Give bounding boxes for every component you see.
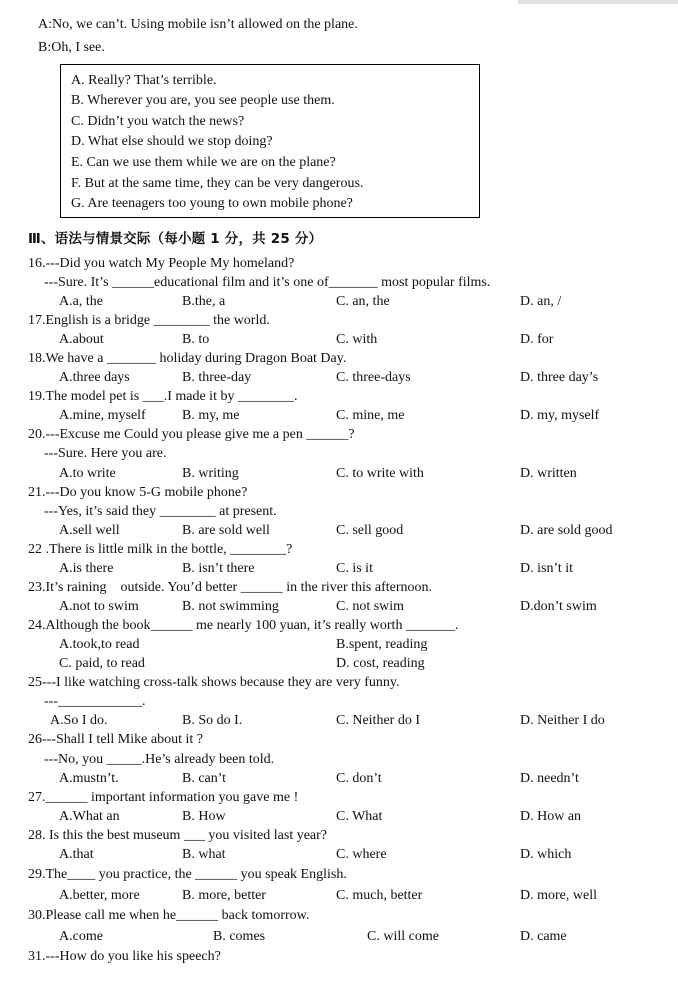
choice-d: D. cost, reading — [336, 656, 425, 671]
option-c: C. Didn’t you watch the news? — [71, 114, 245, 129]
choice-a: A.about — [59, 332, 104, 347]
option-d: D. What else should we stop doing? — [71, 134, 273, 149]
choice-d: D. which — [520, 847, 572, 862]
choice-a: A.mustn’t. — [59, 771, 119, 786]
choice-d: D. isn’t it — [520, 561, 574, 576]
question-stem: 24.Although the book______ me nearly 100 yuan, it’s really worth _______. — [28, 618, 459, 633]
section-title: Ⅲ、语法与情景交际（每小题 1 分，共 25 分） — [28, 231, 323, 247]
choice-c: C. paid, to read — [59, 656, 145, 671]
option-b: B. Wherever you are, you see people use them. — [71, 93, 335, 108]
choice-b: B. not swimming — [182, 599, 279, 614]
question-line: ---Sure. Here you are. — [44, 446, 167, 461]
question-line: ---No, you _____.He’s already been told. — [44, 752, 275, 767]
question-line: ---Sure. It’s ______educational film and it’s one of_______ most popular films. — [44, 275, 491, 290]
option-a: A. Really? That’s terrible. — [71, 73, 217, 88]
choice-d: D. came — [520, 929, 567, 944]
question-line: ---____________. — [44, 694, 146, 709]
choice-a: A.to write — [59, 466, 116, 481]
choice-a: A.mine, myself — [59, 408, 146, 423]
question-stem: 26---Shall I tell Mike about it ? — [28, 732, 203, 747]
choice-d: D. more, well — [520, 888, 597, 903]
choice-c: C. mine, me — [336, 408, 405, 423]
choice-a: A.a, the — [59, 294, 103, 309]
choice-b: B. So do I. — [182, 713, 243, 728]
choice-a: A.is there — [59, 561, 114, 576]
choice-d: D. written — [520, 466, 577, 481]
top-edge-bar — [518, 0, 678, 4]
question-line: ---Yes, it’s said they ________ at present. — [44, 504, 277, 519]
choice-b: B. can’t — [182, 771, 227, 786]
choice-b: B.spent, reading — [336, 637, 428, 652]
choice-d: D. my, myself — [520, 408, 600, 423]
choice-d: D. for — [520, 332, 554, 347]
choice-c: C. with — [336, 332, 378, 347]
choice-c: C. will come — [367, 929, 439, 944]
choice-a: A.better, more — [59, 888, 140, 903]
choice-c: C. to write with — [336, 466, 424, 481]
choice-d: D. an, / — [520, 294, 562, 309]
choice-b: B. my, me — [182, 408, 240, 423]
question-stem: 21.---Do you know 5-G mobile phone? — [28, 485, 248, 500]
question-stem: 27.______ important information you gave me ! — [28, 790, 299, 805]
choice-c: C. sell good — [336, 523, 404, 538]
choice-a: A.come — [59, 929, 103, 944]
choice-d: D. are sold good — [520, 523, 613, 538]
choice-c: C. not swim — [336, 599, 405, 614]
choice-d: D. Neither I do — [520, 713, 605, 728]
choice-a: A.that — [59, 847, 94, 862]
choice-b: B. How — [182, 809, 226, 824]
choice-b: B. comes — [213, 929, 266, 944]
choice-c: C. an, the — [336, 294, 390, 309]
choice-a: A.three days — [59, 370, 130, 385]
question-stem: 18.We have a _______ holiday during Dragon Boat Day. — [28, 351, 347, 366]
option-box — [60, 64, 480, 218]
choice-c: C. much, better — [336, 888, 423, 903]
question-stem: 17.English is a bridge ________ the world. — [28, 313, 270, 328]
question-stem: 25---I like watching cross-talk shows because they are very funny. — [28, 675, 400, 690]
question-stem: 30.Please call me when he______ back tomorrow. — [28, 908, 310, 923]
question-stem: 31.---How do you like his speech? — [28, 949, 221, 964]
question-stem: 22 .There is little milk in the bottle, ________? — [28, 542, 293, 557]
choice-a: A.What an — [59, 809, 120, 824]
question-stem: 19.The model pet is ___.I made it by ________. — [28, 389, 298, 404]
option-e: E. Can we use them while we are on the plane? — [71, 155, 336, 170]
choice-b: B. three-day — [182, 370, 252, 385]
choice-b: B. writing — [182, 466, 239, 481]
choice-c: C. three-days — [336, 370, 411, 385]
option-g: G. Are teenagers too young to own mobile phone? — [71, 196, 353, 211]
question-stem: 29.The____ you practice, the ______ you speak English. — [28, 867, 347, 882]
choice-b: B. are sold well — [182, 523, 270, 538]
dialog-line-a: A:No, we can’t. Using mobile isn’t allowed on the plane. — [38, 17, 358, 32]
choice-b: B. more, better — [182, 888, 266, 903]
choice-d: D. needn’t — [520, 771, 579, 786]
choice-a: A.sell well — [59, 523, 120, 538]
choice-b: B. isn’t there — [182, 561, 255, 576]
choice-c: C. don’t — [336, 771, 382, 786]
choice-d: D. How an — [520, 809, 582, 824]
choice-b: B.the, a — [182, 294, 226, 309]
question-stem: 16.---Did you watch My People My homeland? — [28, 256, 295, 271]
choice-a: A.took,to read — [59, 637, 140, 652]
choice-d: D. three day’s — [520, 370, 599, 385]
choice-c: C. What — [336, 809, 383, 824]
choice-a: A.not to swim — [59, 599, 139, 614]
dialog-line-b: B:Oh, I see. — [38, 40, 105, 55]
question-stem: 23.It’s raining outside. You’d better ______ in the river this afternoon. — [28, 580, 432, 595]
question-stem: 28. Is this the best museum ___ you visited last year? — [28, 828, 328, 843]
choice-c: C. where — [336, 847, 387, 862]
choice-d: D.don’t swim — [520, 599, 597, 614]
option-f: F. But at the same time, they can be very dangerous. — [71, 176, 364, 191]
choice-b: B. what — [182, 847, 226, 862]
question-stem: 20.---Excuse me Could you please give me a pen ______? — [28, 427, 355, 442]
choice-c: C. is it — [336, 561, 373, 576]
choice-c: C. Neither do I — [336, 713, 420, 728]
choice-b: B. to — [182, 332, 210, 347]
choice-a: A.So I do. — [50, 713, 108, 728]
